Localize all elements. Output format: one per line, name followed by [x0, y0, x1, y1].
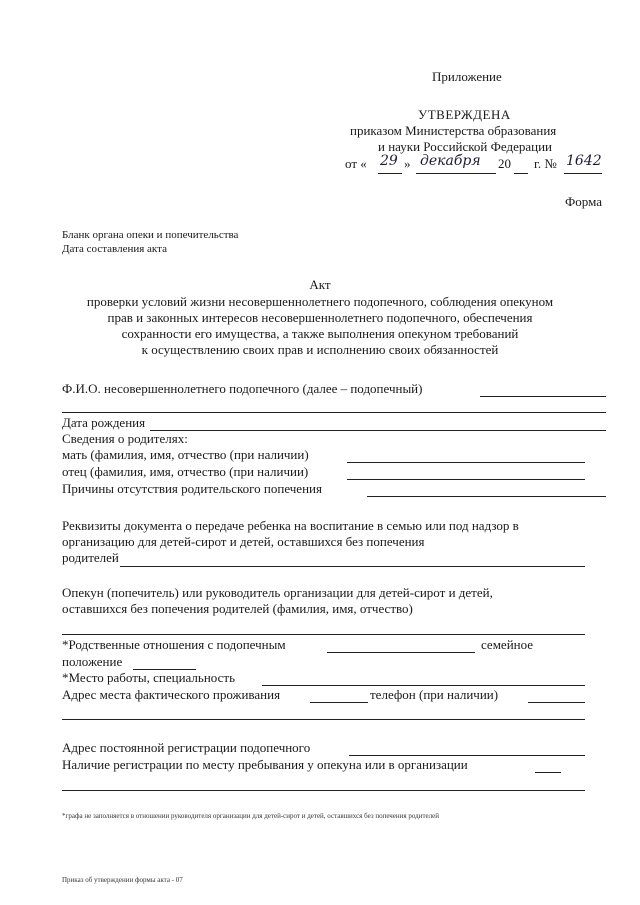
order-line-1: приказом Министерства образования [350, 123, 557, 138]
date-year: 20 [498, 156, 511, 171]
kinship-label: *Родственные отношения с подопечным [62, 637, 286, 652]
date-year-underline [514, 173, 528, 174]
appendix-label: Приложение [432, 69, 502, 84]
kinship-input-line[interactable] [327, 652, 475, 653]
parents-info-label: Сведения о родителях: [62, 431, 188, 446]
date-month-underline [416, 173, 496, 174]
guardian-line-2: оставшихся без попечения родителей (фамилия, имя, отчество) [62, 601, 413, 616]
actual-address-input-line-2[interactable] [62, 719, 585, 720]
act-date: Дата составления акта [62, 243, 167, 255]
date-month-handwritten: декабря [420, 153, 481, 169]
fio-label: Ф.И.О. несовершеннолетнего подопечного (далее – подопечный) [62, 381, 423, 396]
work-input-line[interactable] [262, 685, 585, 686]
absence-reasons-label: Причины отсутствия родительского попечения [62, 481, 322, 496]
blank-authority: Бланк органа опеки и попечительства [62, 229, 239, 241]
phone-input-line[interactable] [528, 702, 585, 703]
permanent-reg-label: Адрес постоянной регистрации подопечного [62, 740, 311, 755]
temp-reg-label: Наличие регистрации по месту пребывания у опекуна или в организации [62, 757, 468, 772]
doc-requisites-line-3: родителей [62, 550, 119, 565]
guardian-line-1: Опекун (попечитель) или руководитель организации для детей-сирот и детей, [62, 585, 493, 600]
date-number-handwritten: 1642 [566, 153, 602, 169]
family-status-label: семейное [481, 637, 534, 652]
form-label: Форма [565, 194, 602, 209]
father-input-line[interactable] [347, 479, 585, 480]
order-line-2: и науки Российской Федерации [378, 139, 553, 154]
title-line-1: проверки условий жизни несовершеннолетнего подопечного, соблюдения опекуном [86, 294, 554, 309]
title-line-4: к осуществлению своих прав и исполнению своих обязанностей [141, 342, 499, 357]
actual-address-input-line[interactable] [310, 702, 368, 703]
mother-label: мать (фамилия, имя, отчество (при наличии) [62, 447, 309, 462]
mother-input-line[interactable] [347, 462, 585, 463]
doc-requisites-line-2: организацию для детей-сирот и детей, оставшихся без попечения [62, 534, 425, 549]
absence-reasons-input-line[interactable] [367, 496, 606, 497]
date-mid: » [404, 156, 411, 171]
father-label: отец (фамилия, имя, отчество (при наличии) [62, 464, 309, 479]
permanent-reg-input-line[interactable] [349, 755, 585, 756]
birth-date-label: Дата рождения [62, 415, 146, 430]
approved-label: УТВЕРЖДЕНА [418, 107, 511, 122]
doc-requisites-line-1: Реквизиты документа о передаче ребенка на воспитание в семью или под надзор в [62, 518, 519, 533]
date-number-underline [564, 173, 602, 174]
footnote: *графа не заполняется в отношении руководителя организации для детей-сирот и детей, оставшихся без попечения родителей [62, 812, 439, 820]
actual-address-label: Адрес места фактического проживания [62, 687, 281, 702]
title-line-2: прав и законных интересов несовершеннолетнего подопечного, обеспечения [107, 310, 533, 325]
act-heading: Акт [309, 277, 331, 292]
fio-input-line-2[interactable] [62, 412, 606, 413]
date-prefix: от « [345, 156, 367, 171]
date-day-handwritten: 29 [380, 153, 398, 169]
temp-reg-input-line[interactable] [535, 772, 561, 773]
birth-date-input-line[interactable] [150, 430, 606, 431]
work-label: *Место работы, специальность [62, 670, 236, 685]
guardian-input-line[interactable] [62, 634, 585, 635]
fio-input-line[interactable] [480, 396, 606, 397]
doc-requisites-input-line[interactable] [120, 566, 585, 567]
date-day-underline [378, 173, 402, 174]
phone-label: телефон (при наличии) [370, 687, 499, 702]
page-footer: Приказ об утверждении формы акта - 07 [62, 876, 183, 884]
family-status-label-2: положение [62, 654, 123, 669]
temp-reg-input-line-2[interactable] [62, 790, 585, 791]
title-line-3: сохранности его имущества, а также выполнения опекуном требований [121, 326, 519, 341]
date-g-label: г. № [534, 156, 557, 171]
